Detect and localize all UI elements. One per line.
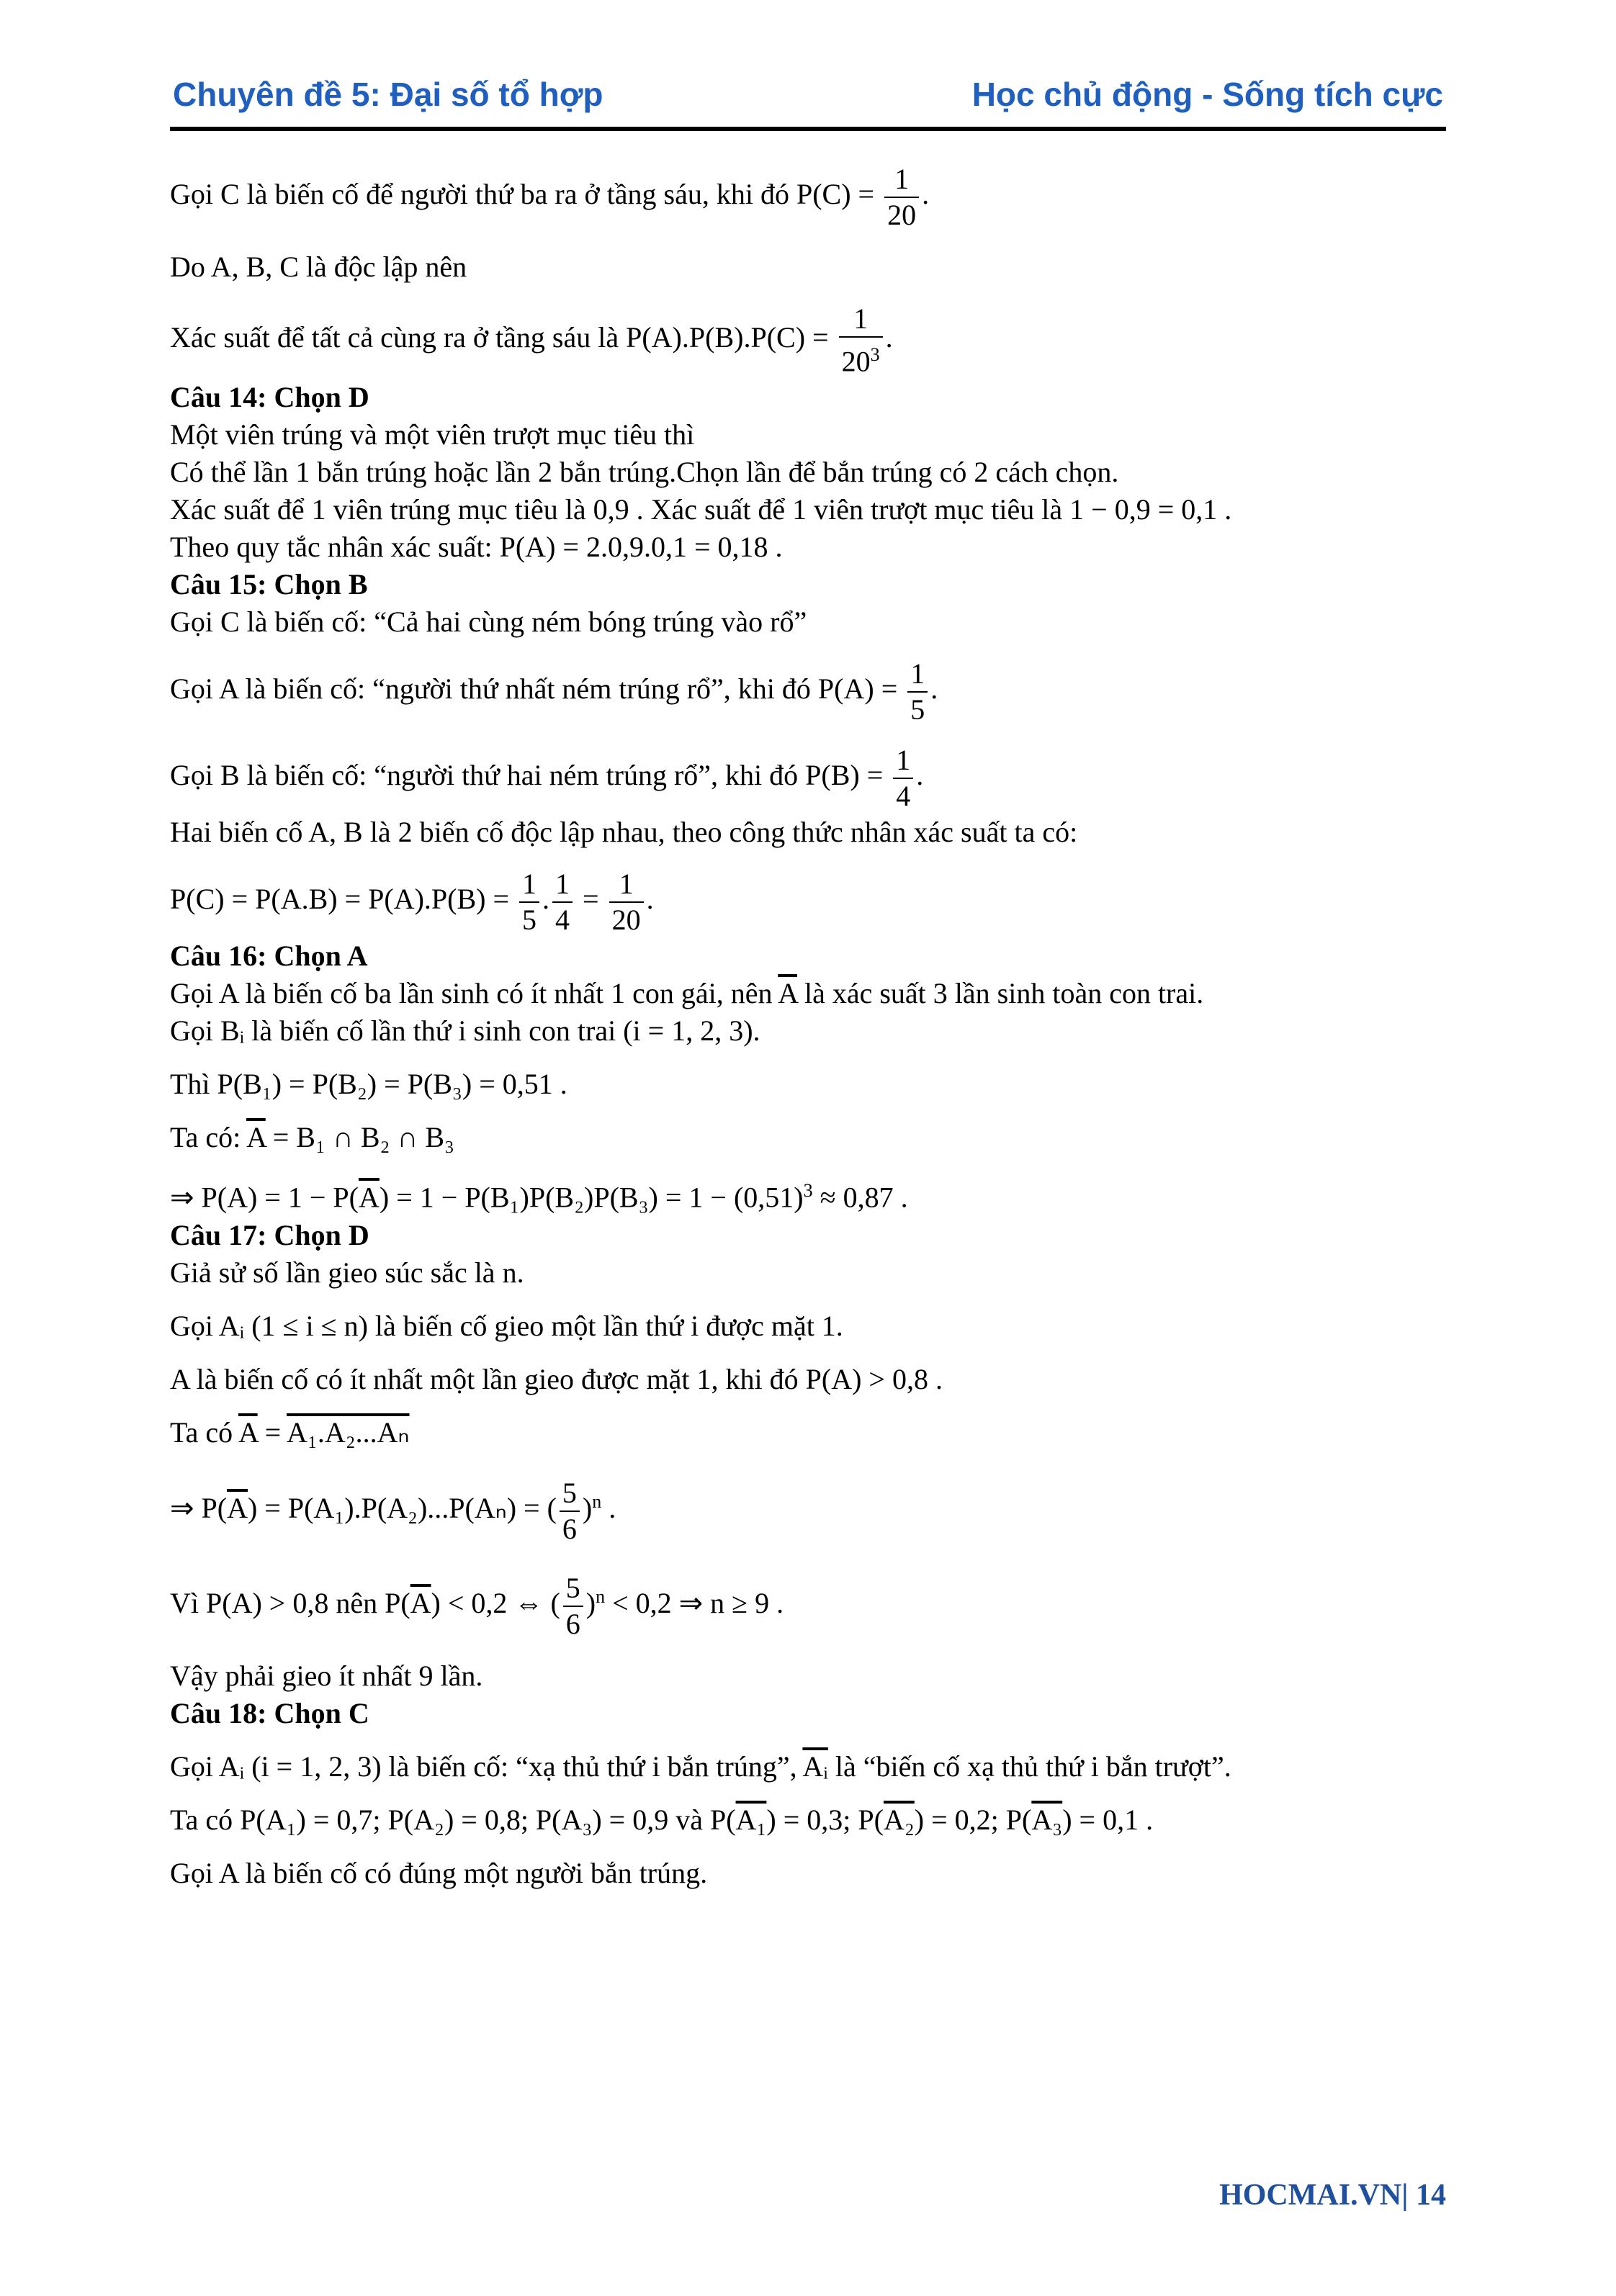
text-line: Ta có: $\overline{A} = B_1$ ∩ B₂ ∩ B₃ [170, 1121, 454, 1154]
text-line: Hai biến cố A, B là 2 biến cố độc lập nhau, theo công thức nhân xác suất ta có: [170, 816, 1078, 849]
footer-site: HOCMAI.VN [1219, 2179, 1402, 2212]
text-line: Gọi A là biến cố: “người thứ nhất ném trúng rổ”, khi đó P(A) = $\frac{1}{5}$ . [170, 657, 938, 726]
header-topic-title: Chuyên đề 5: Đại số tổ hợp [173, 76, 603, 113]
text-line: Vì P(A) > 0,8 nên $P(\overline{A}) < 0,2$ ⇔ ( $\frac{5}{6}$ )$^n$ < 0,2 ⇒ n ≥ 9 . [170, 1571, 784, 1640]
fraction: $\frac{1}{20^3}$ [839, 302, 883, 379]
text-line: Có thể lần 1 bắn trúng hoặc lần 2 bắn trúng.Chọn lần để bắn trúng có 2 cách chọn. [170, 456, 1119, 489]
text-line: Ta có P(A₁) = 0,7; P(A₂) = 0,8; P(A₃) = 0,9 và P(A₁) = 0,3; P(A₂) = 0,2; P(A₃) = 0,1 . [170, 1803, 1154, 1836]
text-line: P(C) = P(A.B) = P(A).P(B) = $\frac{1}{5}$ . $\frac{1}{4}$ = $\frac{1}{20}$ . [170, 868, 654, 937]
page-number: | 14 [1401, 2179, 1446, 2212]
question-14-heading: Câu 14: Chọn D [170, 381, 369, 414]
fraction: $\frac{1}{4}$ [893, 743, 913, 814]
text-line: ⇒ $P(\overline{A}) = P(A_1).P(A_2)...P(A_n)$ = ( $\frac{5}{6}$ )$^n$ . [170, 1476, 616, 1545]
text-line: Xác suất để 1 viên trúng mục tiêu là 0,9 . Xác suất để 1 viên trượt mục tiêu là 1 − 0,9 = 0,1 . [170, 493, 1232, 526]
header-slogan: Học chủ động - Sống tích cực [971, 76, 1443, 113]
fraction: $\frac{1}{20}$ [609, 867, 644, 937]
text-line: Theo quy tắc nhân xác suất: P(A) = 2.0,9.0,1 = 0,18 . [170, 531, 783, 564]
line-independent: Do A, B, C là độc lập nên [170, 251, 467, 283]
question-15-heading: Câu 15: Chọn B [170, 568, 368, 601]
text-line: Gọi Bᵢ là biến cố lần thứ i sinh con trai (i = 1, 2, 3). [170, 1014, 760, 1048]
text-line: Giả sử số lần gieo súc sắc là n. [170, 1256, 524, 1289]
text-line: Một viên trúng và một viên trượt mục tiêu thì [170, 418, 695, 451]
text-line: Gọi C là biến cố: “Cả hai cùng ném bóng trúng vào rổ” [170, 605, 807, 639]
text-line: Thì P(B₁) = P(B₂) = P(B₃) = 0,51 . [170, 1068, 567, 1101]
line-event-c: Gọi C là biến cố để người thứ ba ra ở tầng sáu, khi đó P(C) = $\frac{1}{20}$ . [170, 163, 930, 231]
question-16-heading: Câu 16: Chọn A [170, 940, 368, 973]
fraction: $\frac{5}{6}$ [560, 1476, 580, 1547]
question-18-heading: Câu 18: Chọn C [170, 1696, 369, 1729]
text-line: ⇒ $P(A) = 1 - P(\overline{A}) = 1 - P(B_1)P(B_2)P(B_3) = 1 - (0,51)^3 \approx 0,87$ . [170, 1180, 908, 1214]
text-line: Gọi Aᵢ (i = 1, 2, 3) là biến cố: “xạ thủ thứ i bắn trúng”, $\overline{Aᵢ}$ là “biến cố xạ thủ thứ i bắn trượt”. [170, 1750, 1231, 1783]
text-line: Gọi A là biến cố ba lần sinh có ít nhất 1 con gái, nên $\overline{A}$ là xác suất 3 lần sinh toàn con trai. [170, 977, 1204, 1010]
text-line: Gọi B là biến cố: “người thứ hai ném trúng rổ”, khi đó P(B) = $\frac{1}{4}$ . [170, 744, 924, 813]
fraction: $\frac{5}{6}$ [563, 1571, 583, 1642]
text-line: A là biến cố có ít nhất một lần gieo được mặt 1, khi đó P(A) > 0,8 . [170, 1362, 943, 1395]
fraction: $\frac{1}{4}$ [552, 867, 573, 937]
page-footer [1219, 2178, 1446, 2212]
line-prob-all: Xác suất để tất cả cùng ra ở tầng sáu là P(A).P(B).P(C) = $\frac{1}{20^3}$ . [170, 302, 893, 378]
text-line: Vậy phải gieo ít nhất 9 lần. [170, 1659, 483, 1692]
text-line: Gọi Aᵢ (1 ≤ i ≤ n) là biến cố gieo một lần thứ i được mặt 1. [170, 1309, 843, 1342]
question-17-heading: Câu 17: Chọn D [170, 1218, 369, 1251]
page-header [170, 69, 1446, 131]
fraction: $\frac{1}{5}$ [907, 657, 928, 727]
fraction: $\frac{1}{5}$ [519, 867, 539, 937]
text-line: Ta có $\overline{A} = A_1.A_2...A_n$ [170, 1415, 410, 1449]
fraction: $\frac{1}{20}$ [884, 162, 919, 233]
text-line: Gọi A là biến cố có đúng một người bắn trúng. [170, 1856, 708, 1889]
page-content [170, 162, 1446, 1892]
